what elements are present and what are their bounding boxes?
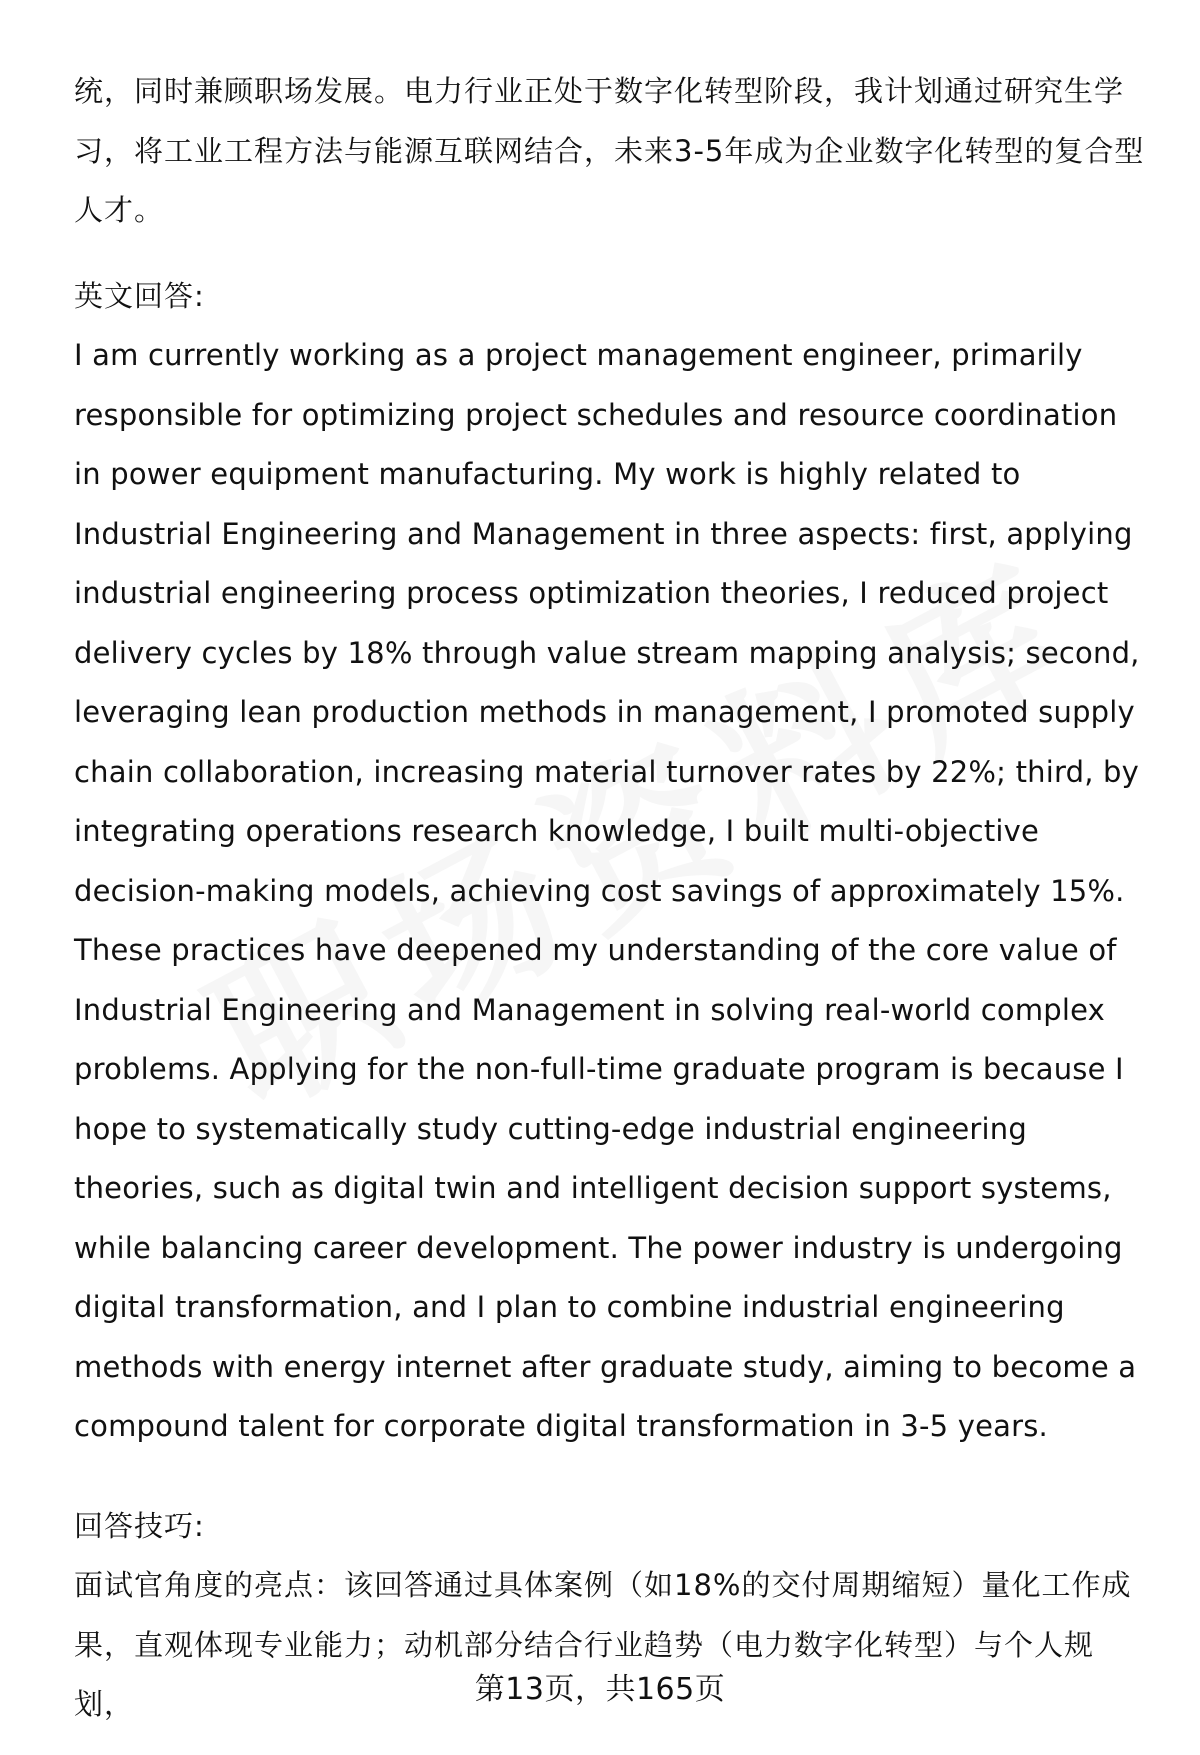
page-number-footer: 第13页，共165页 xyxy=(474,1672,726,1707)
spacer xyxy=(74,241,1152,267)
continued-chinese-answer: 统，同时兼顾职场发展。电力行业正处于数字化转型阶段，我计划通过研究生学习，将工业工程方法与能源互联网结合，未来3-5年成为企业数字化转型的复合型人才。 xyxy=(74,74,1145,227)
document-page xyxy=(74,62,1152,1735)
tips-label: 回答技巧: xyxy=(74,1508,205,1543)
english-answer-text: I am currently working as a project management engineer, primarily responsible for optimizing project schedules and resource coordination in power equipment manufacturing. My work is highly related to Industrial Engineering and Management in three aspects: first, applying industrial engineering process optimization theories, I reduced project delivery cycles by 18% through value stream mapping analysis; second, leveraging lean production methods in management, I promoted supply chain collaboration, increasing material turnover rates by 22%; third, by integrating operations research knowledge, I built multi-objective decision-making models, achieving cost savings of approximately 15%. These practices have deepened my understanding of the core value of Industrial Engineering and Management in solving real-world complex problems. Applying for the non-full-time graduate program is because I hope to systematically study cutting-edge industrial engineering theories, such as digital twin and intelligent decision support systems, while balancing career development. The power industry is undergoing digital transformation, and I plan to combine industrial engineering methods with energy internet after graduate study, aiming to become a compound talent for corporate digital transformation in 3-5 years. xyxy=(74,338,1140,1443)
tips-text: 面试官角度的亮点：该回答通过具体案例（如18%的交付周期缩短）量化工作成果，直观体现专业能力；动机部分结合行业趋势（电力数字化转型）与个人规划， xyxy=(74,1568,1132,1721)
english-answer-label: 英文回答: xyxy=(74,278,205,313)
spacer xyxy=(74,1457,1152,1497)
